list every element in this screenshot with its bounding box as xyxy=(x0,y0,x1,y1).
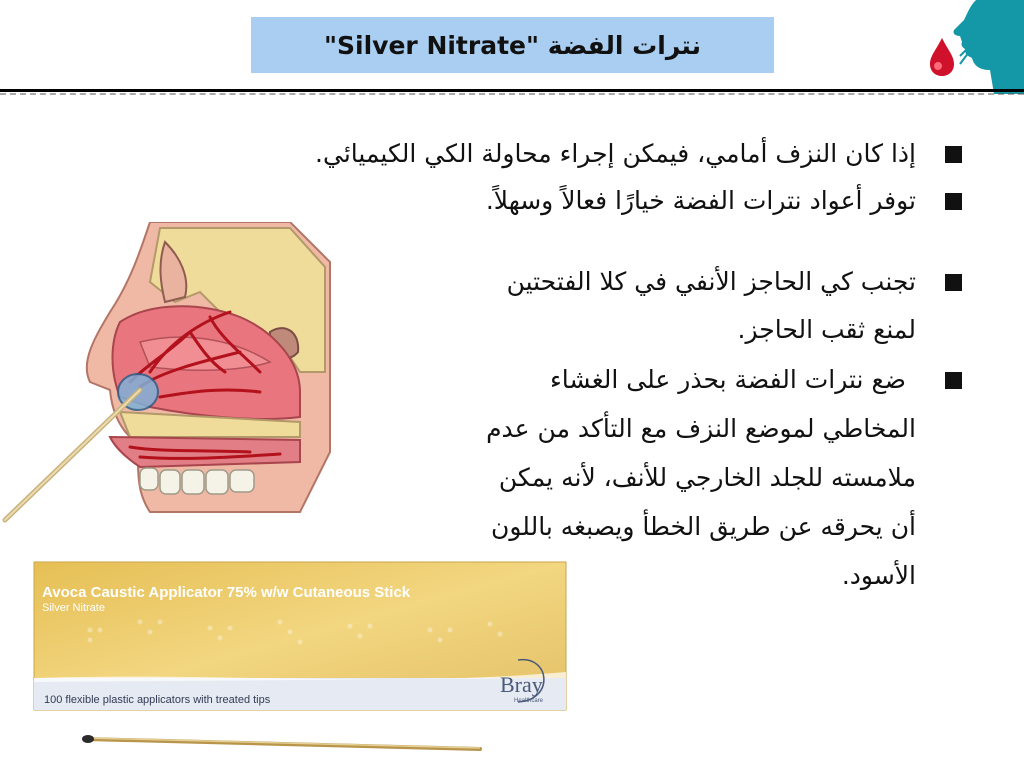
product-name: Avoca Caustic Applicator 75% w/w Cutaneous Stick xyxy=(42,584,411,601)
bullet-square-icon xyxy=(945,274,962,291)
title-divider xyxy=(0,89,1024,92)
slide-title: نترات الفضة "Silver Nitrate" xyxy=(323,30,702,60)
applicator-stick-icon xyxy=(80,733,485,755)
bullet-item xyxy=(486,181,962,221)
slide-title-box xyxy=(251,17,774,73)
product-subtitle: Silver Nitrate xyxy=(42,602,105,614)
brand-sub: Healthcare xyxy=(514,698,544,704)
title-divider-shadow xyxy=(0,93,1024,95)
product-box-photo xyxy=(30,560,570,713)
bullet-text: إذا كان النزف أمامي، فيمكن إجراء محاولة الكي الكيميائي. xyxy=(315,139,916,168)
bullet-item xyxy=(507,262,962,350)
bullet-text: توفر أعواد نترات الفضة خيارًا فعالاً وسهلاً. xyxy=(485,186,916,215)
bullet-text-line: ضع نترات الفضة بحذر على الغشاء xyxy=(550,365,906,394)
bullet-item xyxy=(315,134,962,174)
bullet-text-line: الأسود. xyxy=(841,561,916,590)
bullet-square-icon xyxy=(945,193,962,210)
bullet-text-line: أن يحرقه عن طريق الخطأ ويصبغه باللون xyxy=(491,512,916,541)
bullet-square-icon xyxy=(945,146,962,163)
bullet-text-line: المخاطي لموضع النزف مع التأكد من عدم xyxy=(486,414,916,443)
brand-logo: Bray xyxy=(500,672,543,697)
bullet-text-line: لمنع ثقب الحاجز. xyxy=(737,315,916,344)
product-footer: 100 flexible plastic applicators with treated tips xyxy=(44,694,271,706)
nasal-anatomy-illustration xyxy=(0,222,340,532)
bullet-square-icon xyxy=(945,372,962,389)
bullet-text-line: تجنب كي الحاجز الأنفي في كلا الفتحتين xyxy=(506,267,916,296)
nosebleed-logo-icon xyxy=(924,0,1024,94)
bullet-text-line: ملامسته للجلد الخارجي للأنف، لأنه يمكن xyxy=(498,463,916,492)
